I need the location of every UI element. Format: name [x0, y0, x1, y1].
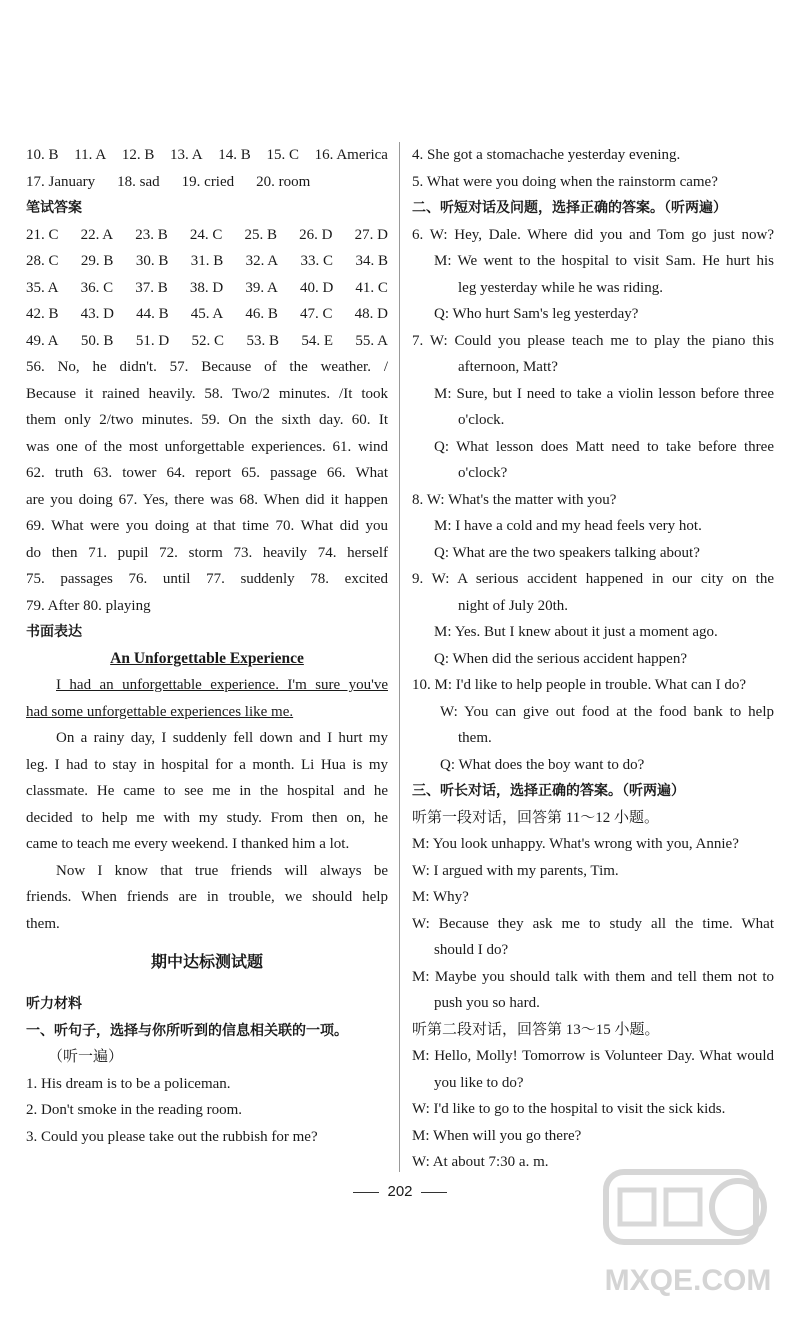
- answer-29: 29. B: [80, 253, 114, 269]
- answer-32: 32. A: [245, 253, 279, 269]
- dialogue-line: W: You can give out food at the food bank to help: [440, 703, 774, 720]
- answer-row-10-16: [26, 142, 388, 169]
- dialogue-line: o'clock.: [458, 412, 505, 428]
- essay-underlined-text: I had an unforgettable experience. I'm sure you've: [56, 677, 388, 693]
- answer-51: 51. D: [135, 332, 170, 349]
- answer-41: 41. C: [355, 279, 388, 296]
- conversation-line: W: Because they ask me to study all the time. What: [412, 915, 774, 932]
- watermark-graphic: [588, 1162, 788, 1312]
- conversation-intro: 听第二段对话，回答第 13～15 小题。: [412, 1021, 660, 1038]
- listening-heading: 听力材料: [26, 996, 82, 1012]
- dialogue-line: afternoon, Matt?: [458, 359, 558, 375]
- answer-11: 11. A: [74, 147, 107, 163]
- watermark-logo: [588, 1162, 788, 1312]
- section-title: 期中达标测试题: [150, 952, 263, 971]
- answer-53: 53. B: [246, 332, 279, 349]
- essay-line: On a rainy day, I suddenly fell down and I hurt my: [56, 730, 388, 746]
- essay-line: [26, 672, 388, 699]
- dialogue-question: Q: When did the serious accident happen?: [434, 650, 687, 667]
- dash-left: [353, 1192, 379, 1193]
- written-answers-heading: 笔试答案: [26, 200, 82, 216]
- answer-38: 38. D: [189, 279, 224, 296]
- conversation-line: M: Why?: [412, 889, 469, 905]
- conversation-line: M: Maybe you should talk with them and tell them not to: [412, 968, 774, 985]
- answer-43: 43. D: [80, 306, 114, 322]
- answer-18: 18. sad: [117, 173, 160, 190]
- conversation-line: M: When will you go there?: [412, 1127, 582, 1144]
- dialogue-line: 10. M: I'd like to help people in trouble. What can I do?: [412, 677, 747, 693]
- sentence-item: 2. Don't smoke in the reading room.: [26, 1102, 242, 1118]
- answer-row-42-48: [26, 301, 388, 328]
- conversation-line: M: You look unhappy. What's wrong with you, Annie?: [412, 836, 739, 852]
- essay-line: friends. When friends are in trouble, we should help: [26, 889, 388, 905]
- answer-36: 36. C: [80, 279, 114, 296]
- answer-line: do then 71. pupil 72. storm 73. heavily 74. herself: [26, 544, 388, 561]
- answer-21: 21. C: [26, 226, 59, 243]
- answer-line: 69. What were you doing at that time 70. What did you: [26, 518, 388, 534]
- answer-37: 37. B: [135, 279, 168, 296]
- dialogue-question: Q: What lesson does Matt need to take before three: [434, 438, 774, 455]
- answer-39: 39. A: [245, 279, 278, 296]
- answer-line: 62. truth 63. tower 64. report 65. passage 66. What: [26, 465, 388, 481]
- dialogue-line: 6. W: Hey, Dale. Where did you and Tom go just now?: [412, 226, 774, 243]
- answer-48: 48. D: [354, 306, 388, 322]
- dialogue-line: M: We went to the hospital to visit Sam. He hurt his: [434, 253, 774, 269]
- dialogue-line: 9. W: A serious accident happened in our city on the: [412, 571, 774, 587]
- answer-line: Because it rained heavily. 58. Two/2 minutes. /It took: [26, 385, 388, 402]
- dialogue-line: M: Sure, but I need to take a violin lesson before three: [434, 385, 774, 402]
- dialogue-line: them.: [458, 730, 492, 746]
- dialogue-question: Q: Who hurt Sam's leg yesterday?: [434, 306, 639, 322]
- essay-line: leg. I had to stay in hospital for a month. Li Hua is my: [26, 756, 388, 773]
- conversation-line: should I do?: [434, 942, 509, 958]
- answer-13: 13. A: [170, 147, 203, 163]
- conversation-line: you like to do?: [434, 1074, 524, 1091]
- dialogue-line: night of July 20th.: [458, 597, 569, 614]
- answer-line: 79. After 80. playing: [26, 597, 151, 614]
- answer-22: 22. A: [80, 226, 114, 243]
- answer-55: 55. A: [355, 332, 388, 349]
- essay-line: them.: [26, 915, 60, 932]
- answer-24: 24. C: [189, 226, 223, 243]
- watermark-text: MXQE.COM: [604, 1264, 772, 1297]
- answer-42: 42. B: [26, 306, 59, 322]
- dialogue-question: Q: What does the boy want to do?: [440, 756, 645, 773]
- answer-28: 28. C: [26, 253, 59, 269]
- answer-row-28-34: [26, 248, 388, 275]
- sentence-item: 1. His dream is to be a policeman.: [26, 1075, 231, 1092]
- writing-heading: 书面表达: [26, 624, 82, 640]
- answer-row-49-55: [26, 328, 388, 355]
- answer-line: 75. passages 76. until 77. suddenly 78. excited: [26, 571, 388, 587]
- essay-title: An Unforgettable Experience: [110, 649, 304, 667]
- left-column: [26, 142, 388, 1150]
- essay-line: came to teach me every weekend. I thanked him a lot.: [26, 836, 350, 852]
- answer-44: 44. B: [136, 306, 169, 322]
- conversation-intro: 听第一段对话，回答第 11～12 小题。: [412, 809, 659, 826]
- essay-line: decided to help me with my study. From then on, he: [26, 809, 388, 826]
- essay-underlined-text: had some unforgettable experiences like me.: [26, 703, 294, 720]
- answer-45: 45. A: [190, 306, 224, 322]
- part1-title: 一、听句子，选择与你所听到的信息相关联的一项。: [26, 1022, 348, 1039]
- answer-line: are you doing 67. Yes, there was 68. When did it happen: [26, 491, 388, 508]
- part3-title: 三、听长对话，选择正确的答案。（听两遍）: [412, 783, 685, 799]
- answer-10: 10. B: [26, 147, 59, 163]
- answer-line: was one of the most unforgettable experiences. 61. wind: [26, 438, 388, 455]
- part1-note: （听一遍）: [48, 1049, 124, 1065]
- answer-50: 50. B: [80, 332, 114, 349]
- answer-27: 27. D: [354, 226, 388, 243]
- answer-25: 25. B: [244, 226, 278, 243]
- essay-line: [26, 699, 388, 726]
- answer-30: 30. B: [135, 253, 169, 269]
- answer-line: 56. No, he didn't. 57. Because of the weather. /: [26, 359, 388, 375]
- essay-line: classmate. He came to see me in the hospital and he: [26, 783, 388, 799]
- answer-40: 40. D: [299, 279, 334, 296]
- answer-49: 49. A: [26, 332, 59, 349]
- answer-34: 34. B: [355, 253, 388, 269]
- answer-23: 23. B: [135, 226, 168, 243]
- answer-15: 15. C: [266, 147, 299, 163]
- answer-54: 54. E: [301, 332, 334, 349]
- conversation-line: W: I argued with my parents, Tim.: [412, 862, 619, 879]
- dialogue-line: M: I have a cold and my head feels very hot.: [434, 518, 702, 534]
- answer-14: 14. B: [218, 147, 251, 163]
- answer-46: 46. B: [245, 306, 278, 322]
- answer-line: them only 2/two minutes. 59. On the sixth day. 60. It: [26, 412, 388, 428]
- answer-35: 35. A: [26, 279, 59, 296]
- dialogue-line: leg yesterday while he was riding.: [458, 279, 663, 296]
- sentence-item: 3. Could you please take out the rubbish for me?: [26, 1128, 318, 1145]
- dialogue-line: 8. W: What's the matter with you?: [412, 491, 617, 508]
- answer-47: 47. C: [299, 306, 333, 322]
- dialogue-line: M: Yes. But I knew about it just a moment ago.: [434, 624, 718, 640]
- conversation-line: push you so hard.: [434, 995, 540, 1011]
- right-column: [412, 142, 774, 1176]
- sentence-item: 5. What were you doing when the rainstorm came?: [412, 173, 718, 190]
- sentence-item: 4. She got a stomachache yesterday evening.: [412, 147, 681, 163]
- dialogue-line: 7. W: Could you please teach me to play the piano this: [412, 332, 774, 349]
- answer-16: 16. America: [314, 147, 388, 163]
- answer-row-35-41: [26, 275, 388, 302]
- dash-right: [421, 1192, 447, 1193]
- spacer: [26, 977, 388, 991]
- conversation-line: W: I'd like to go to the hospital to visit the sick kids.: [412, 1101, 726, 1117]
- answer-12: 12. B: [121, 147, 155, 163]
- essay-line: Now I know that true friends will always be: [56, 862, 388, 879]
- answer-row-21-27: [26, 222, 388, 249]
- answer-33: 33. C: [300, 253, 334, 269]
- answer-17: 17. January: [26, 173, 96, 190]
- answer-20: 20. room: [256, 173, 311, 190]
- answer-19: 19. cried: [181, 173, 235, 190]
- conversation-line: M: Hello, Molly! Tomorrow is Volunteer Day. What would: [412, 1048, 774, 1064]
- dialogue-question: Q: What are the two speakers talking about?: [434, 544, 700, 561]
- answer-31: 31. B: [190, 253, 224, 269]
- column-divider: [399, 142, 400, 1172]
- dialogue-line: o'clock?: [458, 465, 508, 481]
- answer-row-17-20: [26, 169, 388, 196]
- conversation-line: W: At about 7:30 a. m.: [412, 1154, 549, 1170]
- answer-26: 26. D: [299, 226, 333, 243]
- part2-title: 二、听短对话及问题，选择正确的答案。（听两遍）: [412, 200, 727, 216]
- page-number-text: 202: [387, 1183, 413, 1200]
- answer-52: 52. C: [191, 332, 225, 349]
